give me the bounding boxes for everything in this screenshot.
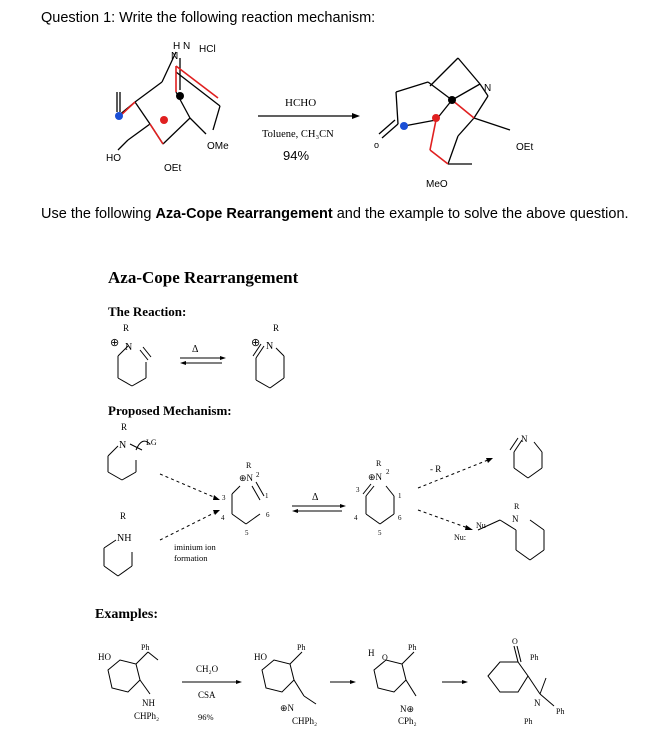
svg-text:R: R: [121, 422, 128, 432]
svg-text:2: 2: [386, 468, 390, 476]
svg-text:CHPh₂: CHPh₂: [134, 711, 160, 721]
svg-text:Δ: Δ: [312, 492, 319, 503]
ome-label: OMe: [207, 141, 229, 152]
svg-text:N: N: [125, 342, 133, 353]
reaction-heading: The Reaction:: [108, 304, 187, 319]
svg-text:N: N: [534, 698, 541, 708]
svg-text:N: N: [119, 440, 127, 451]
svg-text:N: N: [521, 434, 528, 444]
svg-text:HO: HO: [98, 652, 111, 662]
svg-text:O: O: [512, 637, 518, 646]
svg-text:R: R: [120, 511, 127, 521]
svg-text:5: 5: [245, 529, 249, 537]
svg-text:CPh₂: CPh₂: [398, 716, 417, 726]
svg-text:Ph: Ph: [141, 643, 150, 652]
svg-text:⊕N: ⊕N: [280, 703, 295, 713]
svg-text:⊕N: ⊕N: [368, 472, 383, 482]
svg-text:4: 4: [354, 514, 358, 522]
svg-text:1: 1: [398, 492, 402, 500]
aza-cope-title: Aza-Cope Rearrangement: [108, 268, 299, 287]
example-yield: 96%: [198, 712, 214, 722]
mechanism-heading: Proposed Mechanism:: [108, 403, 232, 418]
svg-text:R: R: [514, 502, 520, 511]
svg-text:Ph: Ph: [556, 707, 565, 716]
svg-text:3: 3: [356, 486, 360, 494]
svg-text:O: O: [382, 653, 388, 662]
svg-text:- R: - R: [430, 464, 442, 474]
formation-label: formation: [174, 553, 208, 563]
svg-text:2: 2: [256, 471, 260, 479]
product-o-label: o: [374, 140, 380, 150]
svg-text:R: R: [273, 323, 280, 333]
instruction-bold: Aza-Cope Rearrangement: [155, 206, 333, 222]
svg-text:CHPh₂: CHPh₂: [292, 716, 318, 726]
svg-text:NH: NH: [142, 698, 155, 708]
svg-text:⊕: ⊕: [110, 337, 120, 349]
svg-text:HO: HO: [254, 652, 267, 662]
instruction-text: Use the following Aza-Cope Rearrangement and the example to solve the above question.: [41, 206, 629, 222]
svg-text:R: R: [123, 323, 130, 333]
product-meo-label: MeO: [426, 179, 448, 190]
svg-text:NH: NH: [117, 533, 132, 544]
svg-text:4: 4: [221, 514, 225, 522]
svg-text:Ph: Ph: [524, 717, 533, 726]
reaction-reactant: [118, 346, 151, 386]
svg-text:6: 6: [266, 511, 270, 519]
svg-text:Ph: Ph: [297, 643, 306, 652]
svg-text:⊕N: ⊕N: [239, 473, 254, 483]
svg-text:Ph: Ph: [408, 643, 417, 652]
svg-text:N: N: [171, 51, 179, 62]
reagent-hcho: HCHO: [285, 97, 317, 109]
iminium-label: iminium ion: [174, 542, 216, 552]
example-reagent2: CSA: [198, 690, 216, 700]
oet-left-label: OEt: [164, 163, 182, 174]
svg-text:R: R: [376, 459, 382, 468]
svg-text:H: H: [368, 648, 375, 658]
examples-heading: Examples:: [95, 607, 158, 622]
svg-text:⊕: ⊕: [251, 337, 261, 349]
question-title: Question 1: Write the following reaction mechanism:: [41, 10, 376, 26]
nh-label-h: H N: [173, 41, 191, 52]
ho-label: HO: [106, 153, 121, 164]
example-reagent1: CH₂O: [196, 664, 219, 674]
svg-text:LG: LG: [146, 438, 157, 447]
svg-text:Ph: Ph: [530, 653, 539, 662]
svg-text:N: N: [512, 514, 519, 524]
hcl-label: HCl: [199, 44, 216, 55]
solvent-label: Toluene, CH₃CN: [262, 129, 334, 140]
svg-text:5: 5: [378, 529, 382, 537]
product-oet-label: OEt: [516, 142, 534, 153]
svg-text:Nu: Nu: [476, 521, 486, 530]
svg-text:6: 6: [398, 514, 402, 522]
svg-text:Nu:: Nu:: [454, 533, 466, 542]
svg-text:3: 3: [222, 494, 226, 502]
svg-text:1: 1: [265, 492, 269, 500]
svg-text:N: N: [266, 341, 274, 352]
svg-text:N⊕: N⊕: [400, 704, 415, 714]
svg-text:R: R: [246, 461, 252, 470]
delta-1: Δ: [192, 344, 199, 355]
yield-label: 94%: [283, 148, 310, 163]
example-reactant: [108, 652, 158, 694]
product-n-label: N: [484, 83, 492, 94]
